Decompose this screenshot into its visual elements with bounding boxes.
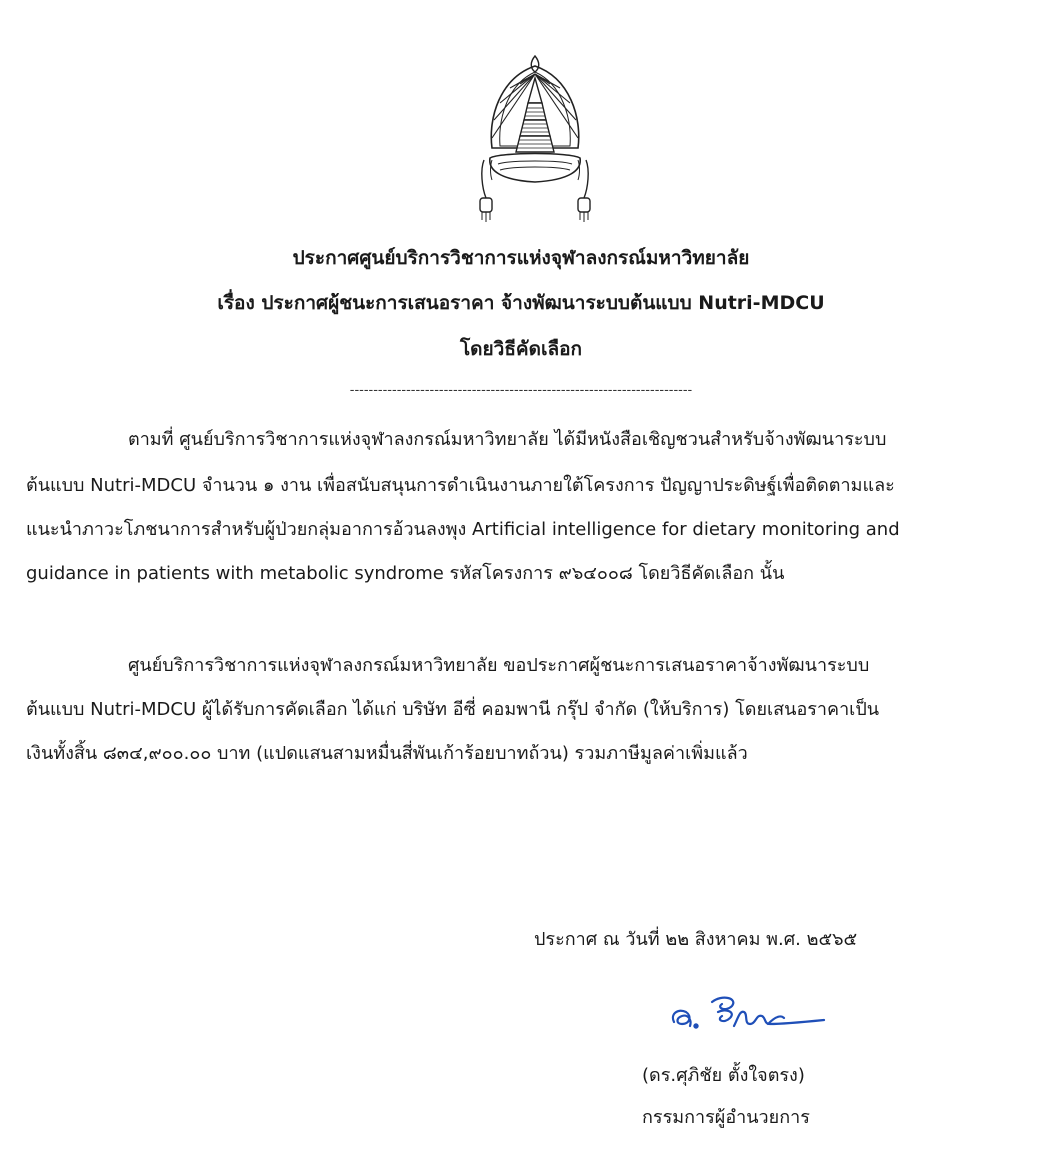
announcement-subject: เรื่อง ประกาศผู้ชนะการเสนอราคา จ้างพัฒนาระบบต้นแบบ Nutri-MDCU <box>217 292 825 314</box>
chulalongkorn-emblem-icon <box>470 48 600 228</box>
announcement-date: ประกาศ ณ วันที่ ๒๒ สิงหาคม พ.ศ. ๒๕๖๕ <box>534 929 858 950</box>
paragraph-1-line-2: ต้นแบบ Nutri-MDCU จำนวน ๑ งาน เพื่อสนับสนุนการดำเนินงานภายใต้โครงการ ปัญญาประดิษฐ์เพื่อติดตามและ <box>26 475 895 496</box>
paragraph-2-line-3: เงินทั้งสิ้น ๘๓๔,๙๐๐.๐๐ บาท (แปดแสนสามหมื่นสี่พันเก้าร้อยบาทถ้วน) รวมภาษีมูลค่าเพิ่มแล้ว <box>26 743 748 764</box>
paragraph-2-line-2: ต้นแบบ Nutri-MDCU ผู้ได้รับการคัดเลือก ได้แก่ บริษัท อีซี่ คอมพานี กรุ๊ป จำกัด (ให้บริการ) โดยเสนอราคาเป็น <box>26 699 880 720</box>
signer-name: (ดร.ศุภิชัย ตั้งใจตรง) <box>642 1065 805 1086</box>
paragraph-2-line-1: ศูนย์บริการวิชาการแห่งจุฬาลงกรณ์มหาวิทยาลัย ขอประกาศผู้ชนะการเสนอราคาจ้างพัฒนาระบบ <box>128 655 870 676</box>
divider-rule: ------------------------------------------------------------------------- <box>349 383 693 398</box>
paragraph-1-line-1: ตามที่ ศูนย์บริการวิชาการแห่งจุฬาลงกรณ์มหาวิทยาลัย ได้มีหนังสือเชิญชวนสำหรับจ้างพัฒนาระบบ <box>128 429 887 450</box>
signature-image <box>664 990 844 1040</box>
paragraph-1-line-3: แนะนำภาวะโภชนาการสำหรับผู้ป่วยกลุ่มอาการอ้วนลงพุง Artificial intelligence for dietary monitoring and <box>26 519 900 540</box>
announcement-title: ประกาศศูนย์บริการวิชาการแห่งจุฬาลงกรณ์มหาวิทยาลัย <box>292 247 750 269</box>
announcement-method: โดยวิธีคัดเลือก <box>459 338 583 360</box>
paragraph-1-line-4: guidance in patients with metabolic syndrome รหัสโครงการ ๙๖๔๐๐๘ โดยวิธีคัดเลือก นั้น <box>26 563 785 584</box>
signer-title: กรรมการผู้อำนวยการ <box>642 1107 810 1128</box>
